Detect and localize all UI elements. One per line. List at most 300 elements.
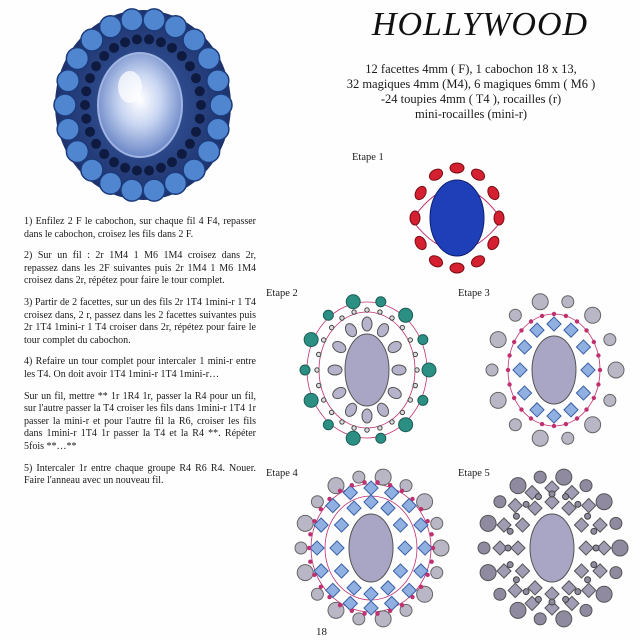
toupie-bead	[330, 541, 344, 555]
magic-bead	[580, 604, 592, 616]
magic-bead	[494, 588, 506, 600]
drop-bead	[100, 172, 122, 194]
seed-bead	[91, 139, 101, 149]
seed-bead	[196, 100, 206, 110]
step-4-detail: Sur un fil, mettre ** 1r 1R4 1r, passer la R4 pour un fil, sur l'autre passer la T4 croiser les fils dans 1mini-r 1T4 1r passer la mini-r et pour l'autre fil la R6, croiser les fils dans 1mini-r 1T4 1r passer la T4 et la R4 **. Répéter 5fois **…**	[24, 390, 256, 452]
magic-bead	[486, 364, 498, 376]
toupie-bead	[515, 564, 529, 578]
toupie-bead	[515, 518, 529, 532]
drop-bead	[121, 9, 143, 31]
facet-bead	[386, 385, 403, 401]
magic-bead	[556, 469, 572, 485]
rocaille-bead	[563, 596, 569, 602]
rocaille-bead	[415, 368, 419, 372]
mini-rocaille	[596, 353, 600, 357]
seed-bead	[156, 37, 166, 47]
magic-bead	[417, 494, 433, 510]
rocaille-bead	[390, 316, 394, 320]
seed-bead	[191, 127, 201, 137]
etape-1-label: Etape 1	[352, 152, 384, 163]
toupie-bead	[530, 323, 544, 337]
toupie-bead	[574, 564, 588, 578]
seed-bead	[109, 43, 119, 53]
mini-rocaille	[425, 573, 429, 577]
rocaille-bead	[321, 338, 325, 342]
facet-bead	[362, 409, 372, 423]
toupie-bead	[334, 518, 348, 532]
etape-3-diagram	[474, 292, 634, 452]
seed-bead	[177, 149, 187, 159]
seed-bead	[80, 100, 90, 110]
magic-bead	[490, 332, 506, 348]
mini-rocaille	[592, 340, 596, 344]
magic-bead	[610, 517, 622, 529]
toupie-bead	[511, 541, 525, 555]
magic-bead	[295, 542, 307, 554]
magic-bead	[304, 333, 318, 347]
toupie-bead	[513, 363, 527, 377]
etape-4-label: Etape 4	[266, 468, 298, 479]
toupie-bead	[402, 499, 416, 513]
magic-bead	[418, 395, 428, 405]
mini-rocaille	[308, 532, 312, 536]
seed-bead	[132, 166, 142, 176]
facet-bead	[331, 385, 348, 401]
toupie-bead	[508, 583, 522, 597]
rocaille-bead	[591, 528, 597, 534]
mini-rocaille	[312, 573, 316, 577]
etape-2-label: Etape 2	[266, 288, 298, 299]
rocaille-bead	[352, 426, 356, 430]
mini-rocaille	[512, 396, 516, 400]
magic-bead	[490, 392, 506, 408]
drop-bead	[198, 48, 220, 70]
facet-bead	[362, 317, 372, 331]
magic-bead	[509, 309, 521, 321]
rocaille-bead	[400, 325, 404, 329]
magic-bead	[562, 296, 574, 308]
magic-bead	[304, 393, 318, 407]
magic-bead	[480, 565, 496, 581]
seed-bead	[144, 166, 154, 176]
toupie-bead	[347, 501, 361, 515]
facet-bead	[343, 322, 359, 339]
seed-bead	[144, 34, 154, 44]
mini-rocaille	[540, 422, 544, 426]
seed-bead	[120, 163, 130, 173]
magic-bead	[580, 480, 592, 492]
mini-rocaille	[308, 560, 312, 564]
mini-rocaille	[598, 368, 602, 372]
etape-5-diagram	[472, 470, 632, 630]
facet-bead	[413, 234, 429, 251]
rocaille-bead	[413, 383, 417, 387]
rocaille-bead	[321, 398, 325, 402]
toupie-bead	[528, 501, 542, 515]
magic-bead	[510, 478, 526, 494]
toupie-bead	[385, 596, 399, 610]
mini-rocaille	[552, 424, 556, 428]
rocaille-bead	[315, 368, 319, 372]
mini-rocaille	[410, 595, 414, 599]
magic-bead	[596, 494, 612, 510]
rocaille-bead	[585, 513, 591, 519]
mini-rocaille	[507, 382, 511, 386]
magic-bead	[610, 567, 622, 579]
etape-5-label: Etape 5	[458, 468, 490, 479]
magic-bead	[509, 419, 521, 431]
toupie-bead	[343, 596, 357, 610]
magic-bead	[562, 432, 574, 444]
toupie-bead	[347, 581, 361, 595]
seed-bead	[191, 73, 201, 83]
rocaille-bead	[378, 426, 382, 430]
mini-rocaille	[338, 489, 342, 493]
rocaille-bead	[340, 316, 344, 320]
materials-list	[312, 62, 630, 122]
materials-line: 12 facettes 4mm ( F), 1 cabochon 18 x 13,	[365, 62, 577, 76]
magic-bead	[346, 295, 360, 309]
rocaille-bead	[390, 420, 394, 424]
rocaille-bead	[329, 325, 333, 329]
mini-rocaille	[519, 407, 523, 411]
magic-bead	[480, 515, 496, 531]
rocaille-bead	[365, 308, 369, 312]
mini-rocaille	[564, 314, 568, 318]
toupie-bead	[547, 409, 561, 423]
rocaille-bead	[593, 545, 599, 551]
mini-rocaille	[307, 546, 311, 550]
rocaille-bead	[535, 596, 541, 602]
magic-bead	[612, 540, 628, 556]
toupie-bead	[574, 518, 588, 532]
rocaille-bead	[575, 589, 581, 595]
magic-bead	[532, 430, 548, 446]
facet-bead	[331, 339, 348, 355]
magic-bead	[431, 517, 443, 529]
mini-rocaille	[400, 489, 404, 493]
seed-bead	[99, 149, 109, 159]
rocaille-bead	[549, 491, 555, 497]
magic-bead	[418, 335, 428, 345]
mini-rocaille	[319, 507, 323, 511]
mini-rocaille	[319, 585, 323, 589]
drop-bead	[143, 179, 165, 201]
magic-bead	[417, 586, 433, 602]
step-1: 1) Enfilez 2 F le cabochon, sur chaque fil 4 F4, repasser dans le cabochon, croisez les fils dans 2 F.	[24, 216, 256, 240]
seed-bead	[156, 163, 166, 173]
facet-bead	[450, 163, 464, 173]
magic-bead	[604, 334, 616, 346]
toupie-bead	[576, 340, 590, 354]
facet-bead	[427, 253, 444, 269]
step-2: 2) Sur un fil : 2r 1M4 1 M6 1M4 croisez dans 2r, repassez dans les 2F suivantes puis 2r 1M4 1 M6 1M4 croisez dans 2r, répétez pour faire le tour complet.	[24, 250, 256, 287]
magic-bead	[585, 307, 601, 323]
facet-bead	[469, 253, 486, 269]
seed-bead	[177, 51, 187, 61]
facet-bead	[486, 234, 502, 251]
magic-bead	[604, 394, 616, 406]
seed-bead	[81, 86, 91, 96]
rocaille-bead	[575, 501, 581, 507]
mini-rocaille	[375, 480, 379, 484]
toupie-bead	[564, 403, 578, 417]
toupie-bead	[364, 495, 378, 509]
magic-bead	[494, 496, 506, 508]
drop-bead	[81, 159, 103, 181]
toupie-bead	[576, 386, 590, 400]
magic-bead	[478, 542, 490, 554]
step-3: 3) Partir de 2 facettes, sur un des fils 2r 1T4 1mini-r 1 T4 croisez dans, 2 r, passez dans les 2 facettes suivantes puis 2r 1T4 1mini-r 1 T4 croiser dans 2r, répétez pour faire le tour complet du cabochon.	[24, 296, 256, 346]
magic-bead	[596, 586, 612, 602]
mini-rocaille	[362, 480, 366, 484]
facet-bead	[392, 365, 406, 375]
mini-rocaille	[425, 519, 429, 523]
toupie-bead	[381, 501, 395, 515]
page-title: HOLLYWOOD	[371, 6, 589, 43]
drop-bead	[207, 70, 229, 92]
mini-rocaille	[429, 560, 433, 564]
step-4: 4) Refaire un tour complet pour intercaler 1 mini-r entre les T4. On doit avoir 1T4 1mini-r 1T4 1mini-r…	[24, 356, 256, 380]
facet-bead	[386, 339, 403, 355]
drop-bead	[57, 70, 79, 92]
rocaille-bead	[585, 577, 591, 583]
mini-rocaille	[327, 595, 331, 599]
magic-bead	[311, 496, 323, 508]
mini-rocaille	[519, 328, 523, 332]
drop-bead	[183, 159, 205, 181]
rocaille-bead	[317, 383, 321, 387]
magic-bead	[556, 611, 572, 627]
magic-bead	[534, 471, 546, 483]
magic-bead	[300, 365, 310, 375]
drop-bead	[121, 179, 143, 201]
mini-rocaille	[327, 497, 331, 501]
mini-rocaille	[506, 368, 510, 372]
mini-rocaille	[529, 319, 533, 323]
mini-rocaille	[575, 416, 579, 420]
drop-bead	[207, 118, 229, 140]
rocaille-bead	[563, 494, 569, 500]
magic-bead	[346, 431, 360, 445]
magic-bead	[399, 418, 413, 432]
rocaille-bead	[352, 310, 356, 314]
materials-line: 32 magiques 4mm (M4), 6 magiques 6mm ( M6 )	[346, 77, 596, 91]
facet-bead	[343, 401, 359, 418]
rocaille-bead	[408, 398, 412, 402]
rocaille-bead	[329, 410, 333, 414]
magic-bead	[323, 420, 333, 430]
facet-bead	[375, 322, 391, 339]
mini-rocaille	[507, 353, 511, 357]
seed-bead	[185, 139, 195, 149]
facet-bead	[469, 167, 486, 183]
drop-bead	[164, 172, 186, 194]
page-number: 18	[316, 626, 327, 638]
magic-bead	[608, 362, 624, 378]
seed-bead	[91, 61, 101, 71]
magic-bead	[422, 363, 436, 377]
facet-bead	[427, 167, 444, 183]
magic-bead	[323, 310, 333, 320]
toupie-bead	[393, 564, 407, 578]
etape-2-diagram	[292, 292, 442, 452]
rocaille-bead	[507, 562, 513, 568]
rocaille-bead	[513, 577, 519, 583]
mini-rocaille	[375, 611, 379, 615]
mini-rocaille	[564, 422, 568, 426]
magic-bead	[297, 565, 313, 581]
mini-rocaille	[431, 546, 435, 550]
mini-rocaille	[429, 532, 433, 536]
facet-bead	[486, 184, 502, 201]
drop-bead	[198, 140, 220, 162]
toupie-bead	[326, 583, 340, 597]
toupie-bead	[364, 587, 378, 601]
toupie-bead	[582, 583, 596, 597]
drop-bead	[100, 16, 122, 38]
facet-bead	[494, 211, 504, 225]
seed-bead	[185, 61, 195, 71]
rocaille-bead	[523, 501, 529, 507]
seed-bead	[81, 114, 91, 124]
mini-rocaille	[592, 396, 596, 400]
toupie-bead	[547, 317, 561, 331]
seed-bead	[109, 157, 119, 167]
magic-bead	[376, 297, 386, 307]
mini-rocaille	[596, 382, 600, 386]
rocaille-bead	[549, 599, 555, 605]
toupie-bead	[508, 499, 522, 513]
seed-bead	[195, 114, 205, 124]
facet-bead	[328, 365, 342, 375]
materials-line: mini-rocailles (mini-r)	[414, 107, 528, 121]
magic-bead	[431, 567, 443, 579]
drop-bead	[57, 118, 79, 140]
drop-bead	[164, 16, 186, 38]
etape-4-diagram	[286, 470, 456, 630]
rocaille-bead	[505, 545, 511, 551]
toupie-bead	[564, 323, 578, 337]
drop-bead	[66, 140, 88, 162]
magic-bead	[534, 613, 546, 625]
ring-photo	[48, 5, 238, 205]
rocaille-bead	[317, 352, 321, 356]
rocaille-bead	[507, 528, 513, 534]
magic-bead	[585, 417, 601, 433]
rocaille-bead	[535, 494, 541, 500]
facet-bead	[410, 211, 420, 225]
toupie-bead	[517, 340, 531, 354]
mini-rocaille	[350, 609, 354, 613]
mini-rocaille	[350, 483, 354, 487]
drop-bead	[183, 29, 205, 51]
facet-bead	[413, 184, 429, 201]
drop-bead	[54, 94, 76, 116]
magic-bead	[532, 294, 548, 310]
facet-bead	[375, 401, 391, 418]
mini-rocaille	[512, 340, 516, 344]
toupie-bead	[528, 581, 542, 595]
mini-rocaille	[584, 328, 588, 332]
rocaille-bead	[413, 352, 417, 356]
etape-1-diagram	[402, 160, 512, 270]
toupie-bead	[393, 518, 407, 532]
drop-bead	[143, 9, 165, 31]
magic-bead	[433, 540, 449, 556]
seed-bead	[195, 86, 205, 96]
drop-bead	[210, 94, 232, 116]
rocaille-bead	[591, 562, 597, 568]
toupie-bead	[402, 583, 416, 597]
toupie-bead	[517, 386, 531, 400]
toupie-bead	[385, 485, 399, 499]
mini-rocaille	[338, 603, 342, 607]
magic-bead	[297, 515, 313, 531]
toupie-bead	[334, 564, 348, 578]
toupie-bead	[343, 485, 357, 499]
etape-3-label: Etape 3	[458, 288, 490, 299]
seed-bead	[120, 37, 130, 47]
mini-rocaille	[362, 611, 366, 615]
toupie-bead	[310, 541, 324, 555]
magic-bead	[399, 308, 413, 322]
magic-bead	[311, 588, 323, 600]
toupie-bead	[326, 499, 340, 513]
rocaille-bead	[513, 513, 519, 519]
seed-bead	[85, 73, 95, 83]
toupie-bead	[381, 581, 395, 595]
mini-rocaille	[540, 314, 544, 318]
rocaille-bead	[378, 310, 382, 314]
rocaille-bead	[408, 338, 412, 342]
toupie-bead	[582, 499, 596, 513]
toupie-bead	[562, 581, 576, 595]
mini-rocaille	[584, 407, 588, 411]
mini-rocaille	[410, 497, 414, 501]
instructions	[24, 216, 256, 497]
seed-bead	[167, 157, 177, 167]
seed-bead	[99, 51, 109, 61]
drop-bead	[66, 48, 88, 70]
magic-bead	[510, 602, 526, 618]
rocaille-bead	[400, 410, 404, 414]
mini-rocaille	[419, 585, 423, 589]
seed-bead	[167, 43, 177, 53]
facet-bead	[450, 263, 464, 273]
mini-rocaille	[388, 483, 392, 487]
rocaille-bead	[523, 589, 529, 595]
mini-rocaille	[552, 312, 556, 316]
toupie-bead	[418, 541, 432, 555]
toupie-bead	[579, 541, 593, 555]
seed-bead	[132, 34, 142, 44]
mini-rocaille	[400, 603, 404, 607]
toupie-bead	[581, 363, 595, 377]
mini-rocaille	[529, 416, 533, 420]
rocaille-bead	[365, 428, 369, 432]
drop-bead	[81, 29, 103, 51]
mini-rocaille	[419, 507, 423, 511]
seed-bead	[85, 127, 95, 137]
materials-line: -24 toupies 4mm ( T4 ), rocailles (r)	[380, 92, 562, 106]
mini-rocaille	[388, 609, 392, 613]
toupie-bead	[530, 403, 544, 417]
magic-bead	[376, 433, 386, 443]
mini-rocaille	[312, 519, 316, 523]
step-5: 5) Intercaler 1r entre chaque groupe R4 R6 R4. Nouer. Faire l'anneau avec un nouveau fil.	[24, 462, 256, 487]
mini-rocaille	[575, 319, 579, 323]
